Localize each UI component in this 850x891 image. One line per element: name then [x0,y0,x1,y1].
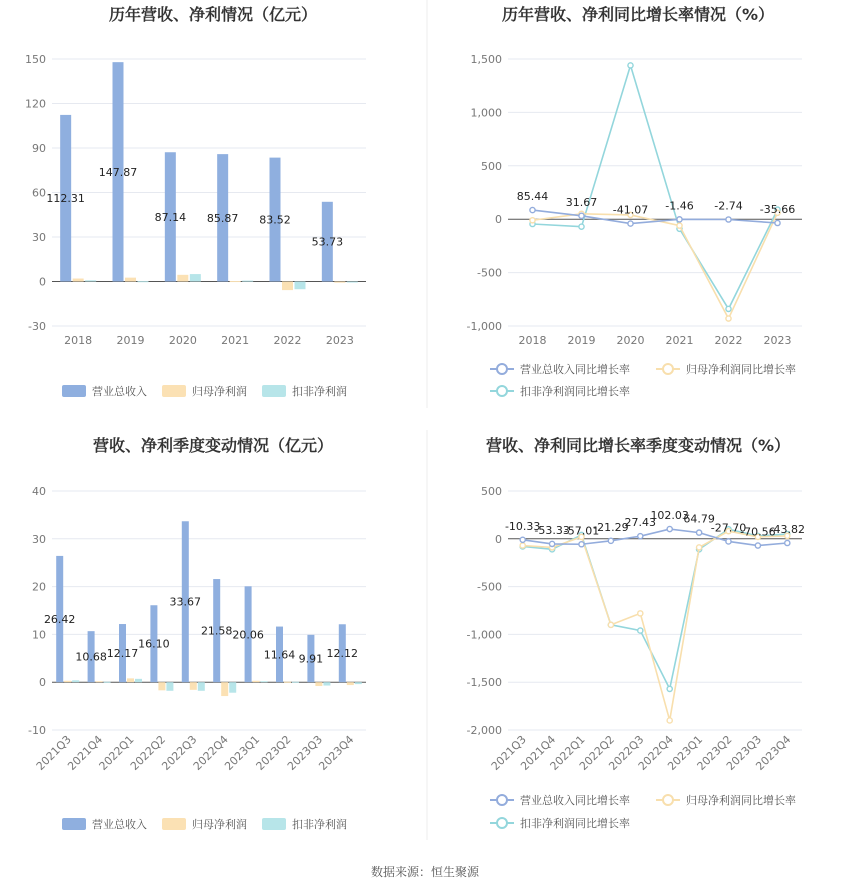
y-tick-label: 0 [39,676,46,690]
legend-swatch [262,818,286,830]
chart-title: 营收、净利季度变动情况（亿元） [92,436,334,455]
line-data-label: 85.44 [516,190,549,204]
bar-net-profit [177,275,188,282]
series-point [520,543,525,548]
line-data-label: -53.33 [534,523,570,537]
series-point [579,224,584,229]
bar-data-label: 11.64 [263,648,296,662]
bar-deducted-profit [261,681,268,682]
bar-deducted-profit [85,280,96,281]
line-data-label: -21.29 [593,520,629,534]
series-point [628,63,633,68]
bar-net-profit [158,682,165,690]
bar-net-profit [96,681,103,682]
line-data-label: -35.66 [759,203,796,217]
bar-data-label: 87.14 [154,210,187,224]
legend-label: 扣非净利润同比增长率 [520,817,630,830]
legend-marker [663,795,673,805]
x-tick-label: 2022Q2 [576,732,618,773]
chart-title: 历年营收、净利情况（亿元） [108,5,318,24]
x-tick-label: 2022 [273,334,302,347]
bar-net-profit [190,682,197,690]
legend-label: 扣非净利润同比增长率 [520,385,630,398]
series-point [530,207,535,212]
y-tick-label: -1,000 [466,320,502,333]
y-tick-label: -30 [28,320,46,333]
legend-label: 营业总收入同比增长率 [520,794,630,807]
legend-label: 营业总收入 [92,818,147,831]
series-point [726,316,731,321]
y-tick-label: 0 [495,213,502,227]
legend-label: 营业总收入同比增长率 [520,363,630,376]
legend-label: 归母净利润同比增长率 [686,363,796,376]
line-data-label: 27.43 [624,516,657,530]
bar-data-label: 33.67 [169,595,202,609]
bar-net-profit [284,682,291,683]
x-tick-label: 2021Q4 [518,732,559,773]
y-tick-label: -10 [28,724,46,737]
line-data-label: -27.70 [710,521,747,535]
series-point [726,539,731,544]
bar-deducted-profit [242,281,253,282]
x-tick-label: 2023Q1 [665,732,706,773]
bar-deducted-profit [323,682,330,685]
quarterly-growth-rate-chart [467,436,806,830]
bar-deducted-profit [138,281,149,282]
x-tick-label: 2018 [64,334,93,347]
series-point [667,526,672,531]
series-point [726,217,731,222]
series-line [523,531,788,720]
x-tick-label: 2023Q3 [723,732,765,773]
line-data-label: -57.01 [563,524,600,538]
bar-net-profit [127,678,134,682]
y-tick-label: 30 [32,231,46,244]
x-tick-label: 2021 [221,334,250,347]
bar-deducted-profit [190,274,201,281]
bar-deducted-profit [347,282,358,283]
legend-marker [497,364,507,374]
bar-data-label: 16.10 [138,637,170,651]
y-tick-label: 40 [32,485,46,498]
series-line [533,213,778,319]
y-tick-label: 500 [481,485,502,498]
bar-deducted-profit [166,682,173,691]
y-tick-label: 500 [481,159,502,173]
y-tick-label: 1,000 [470,106,502,120]
x-tick-label: 2019 [116,334,145,347]
series-point [755,543,760,548]
series-point [785,540,790,545]
x-tick-label: 2021Q3 [33,732,74,773]
x-tick-label: 2021Q4 [65,732,106,773]
bar-data-label: 112.31 [46,192,85,206]
bar-deducted-profit [355,682,362,684]
legend-label: 归母净利润 [192,818,247,831]
legend-label: 扣非净利润 [292,818,347,831]
x-tick-label: 2023 [763,334,792,347]
series-point [608,622,613,627]
legend-swatch [62,385,86,397]
series-point [667,686,672,691]
x-tick-label: 2023Q2 [694,732,735,773]
series-point [697,530,702,535]
legend-swatch [262,385,286,397]
series-point [667,718,672,723]
bar-deducted-profit [229,682,236,693]
y-tick-label: -1,500 [466,676,502,690]
x-tick-label: 2023 [325,334,354,347]
legend-marker [663,364,673,374]
x-tick-label: 2022Q3 [159,732,200,773]
x-tick-label: 2022Q3 [606,732,647,773]
legend-swatch [162,385,186,397]
data-source-note: 数据来源：恒生聚源 [370,865,480,879]
bar-data-label: 53.73 [311,235,344,249]
bar-data-label: 26.42 [43,613,76,627]
x-tick-label: 2019 [567,334,596,347]
x-tick-label: 2022Q2 [127,732,169,773]
line-data-label: 102.03 [650,509,689,523]
legend-label: 归母净利润 [192,385,247,398]
y-tick-label: 30 [32,532,46,546]
y-tick-label: -500 [477,580,502,594]
bar-deducted-profit [72,680,79,682]
series-point [628,221,633,226]
legend-marker [497,795,507,805]
x-tick-label: 2020 [616,334,645,347]
y-tick-label: 60 [32,186,46,200]
quarterly-revenue-profit-chart [28,436,366,831]
y-tick-label: -1,000 [466,628,502,642]
legend-label: 归母净利润同比增长率 [686,794,796,807]
bar-net-profit [334,282,345,283]
bar-data-label: 10.68 [75,650,107,664]
bar-data-label: 147.87 [98,165,138,179]
x-tick-label: 2022Q1 [96,732,137,773]
bar-net-profit [221,682,228,696]
x-tick-label: 2023Q1 [222,732,263,773]
x-tick-label: 2022Q4 [635,732,676,773]
x-tick-label: 2021Q3 [488,732,529,773]
series-point [697,545,702,550]
bar-net-profit [315,682,322,686]
bar-net-profit [73,279,84,282]
x-tick-label: 2023Q4 [753,732,794,773]
line-data-label: -1.46 [665,199,694,213]
x-tick-label: 2018 [518,334,547,347]
series-point [726,306,731,311]
x-tick-label: 2022 [714,334,743,347]
line-data-label: -10.33 [504,519,541,533]
bar-deducted-profit [135,679,142,682]
line-data-label: 31.67 [565,195,598,209]
bar-data-label: 85.87 [206,211,239,225]
y-tick-label: 150 [25,53,46,66]
line-data-label: -43.82 [769,522,806,536]
bar-data-label: 21.58 [200,624,233,638]
line-data-label: -70.56 [740,525,776,539]
y-tick-label: -2,000 [466,724,502,737]
y-tick-label: 90 [32,142,46,155]
y-tick-label: 0 [39,275,46,289]
y-tick-label: 20 [32,580,46,594]
legend-label: 扣非净利润 [292,385,347,398]
chart-title: 营收、净利同比增长率季度变动情况（%） [485,436,791,455]
bar-net-profit [64,681,71,682]
x-tick-label: 2021 [665,334,694,347]
legend-swatch [62,818,86,830]
x-tick-label: 2022Q1 [547,732,588,773]
bar-net-profit [282,282,293,291]
bar-data-label: 9.91 [298,652,324,666]
y-tick-label: 1,500 [470,53,502,66]
series-point [677,223,682,228]
line-data-label: -2.74 [714,199,743,213]
series-point [638,611,643,616]
legend-label: 营业总收入 [92,385,147,398]
series-point [579,542,584,547]
series-point [638,628,643,633]
bar-data-label: 20.06 [232,628,264,642]
chart-title: 历年营收、净利同比增长率情况（%） [501,5,775,24]
bar-net-profit [253,681,260,682]
y-tick-label: 120 [25,97,46,111]
bar-net-profit [347,682,354,685]
series-point [520,537,525,542]
annual-growth-rate-chart [467,5,802,398]
bar-data-label: 12.17 [106,647,139,661]
series-point [530,218,535,223]
bar-deducted-profit [292,682,299,683]
x-tick-label: 2022Q4 [190,732,231,773]
legend-marker [497,818,507,828]
bar-deducted-profit [295,282,306,290]
line-data-label: -41.07 [612,203,649,217]
series-point [677,217,682,222]
y-tick-label: 10 [32,628,46,642]
y-tick-label: -500 [477,266,502,280]
bar-data-label: 12.12 [326,647,359,661]
bar-net-profit [125,278,136,282]
bar-net-profit [230,281,241,282]
series-point [638,534,643,539]
series-point [775,220,780,225]
legend-swatch [162,818,186,830]
series-point [550,541,555,546]
bar-deducted-profit [104,682,111,683]
series-point [579,213,584,218]
series-point [608,538,613,543]
x-tick-label: 2023Q2 [253,732,294,773]
line-data-label: 64.79 [683,512,715,526]
bar-data-label: 83.52 [259,213,291,227]
x-tick-label: 2023Q3 [284,732,326,773]
x-tick-label: 2023Q4 [316,732,357,773]
bar-deducted-profit [198,682,205,691]
annual-revenue-profit-chart [25,5,366,398]
x-tick-label: 2020 [168,334,197,347]
legend-marker [497,386,507,396]
y-tick-label: 0 [495,532,502,546]
